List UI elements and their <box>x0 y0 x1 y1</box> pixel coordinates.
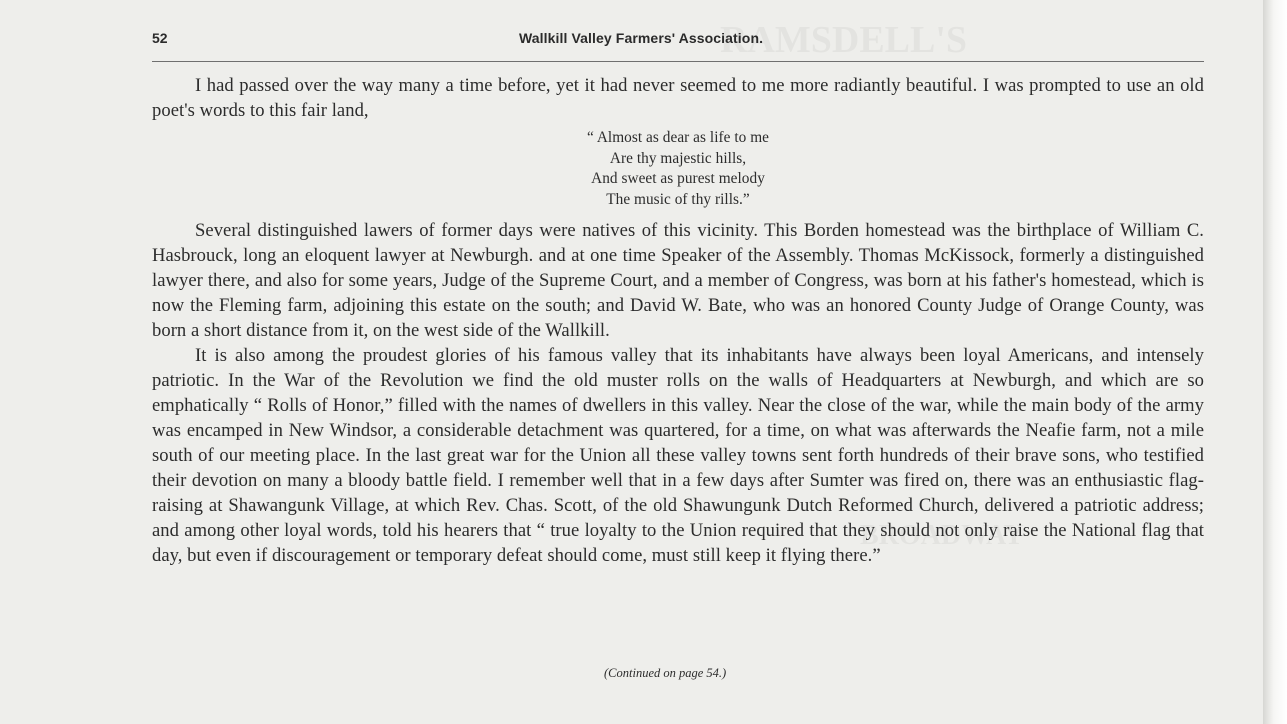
paragraph-intro: I had passed over the way many a time before, yet it had never seemed to me more radiantly beautiful. I was prompted to use an old poet's words to this fair land, <box>152 75 1204 121</box>
page-edge <box>1263 0 1287 724</box>
running-title: Wallkill Valley Farmers' Association. <box>519 30 764 46</box>
paragraph-patriotism: It is also among the proudest glories of his famous valley that its inhabitants have always been loyal Americans, and intensely patriotic. In the War of the Revolution we find the old muster rolls on the walls of Headquarters at Newburgh, and which are so emphatically “ Rolls of Honor,” filled with the names of dwellers in this valley. Near the close of the war, while the main body of the army was encamped in New Windsor, a considerable detachment was quartered, for a time, on what was afterwards the Neafie farm, not a mile south of our meeting place. In the last great war for the Union all these valley towns sent forth hundreds of their brave sons, who testified their devotion on many a bloody battle field. I remember well that in a few days after Sumter was fired on, there was an enthusiastic flag-raising at Shawangunk Village, at which Rev. Chas. Scott, of the old Shawungunk Dutch Reformed Church, delivered a patriotic address; and among other loyal words, told his hearers that “ true loyalty to the Union required that they should not only raise the National flag that day, but even if discouragement or temporary defeat should come, must still keep it flying there.” <box>152 345 1204 567</box>
poem-quote <box>152 128 1204 210</box>
running-header <box>152 30 1204 50</box>
paragraph-lawyers: Several distinguished lawers of former days were natives of this vicinity. This Borden homestead was the birthplace of William C. Hasbrouck, long an eloquent lawyer at Newburgh. and at one time Speaker of the Assembly. Thomas McKissock, formerly a distinguished lawyer there, and also for some years, Judge of the Supreme Court, and a member of Congress, was born at his father's homestead, which is now the Fleming farm, adjoining this estate on the south; and David W. Bate, who was an honored County Judge of Orange County, was born a short distance from it, on the west side of the Wallkill. <box>152 220 1204 342</box>
poem-line: “ Almost as dear as life to me <box>586 129 770 146</box>
poem-line: The music of thy rills.” <box>606 190 750 208</box>
header-rule <box>152 61 1204 62</box>
poem-line: And sweet as purest melody <box>591 170 765 188</box>
poem-line: Are thy majestic hills, <box>609 149 747 167</box>
page-number: 52 <box>152 30 168 46</box>
article-body <box>152 73 1204 568</box>
continued-note: (Continued on page 54.) <box>604 666 727 680</box>
